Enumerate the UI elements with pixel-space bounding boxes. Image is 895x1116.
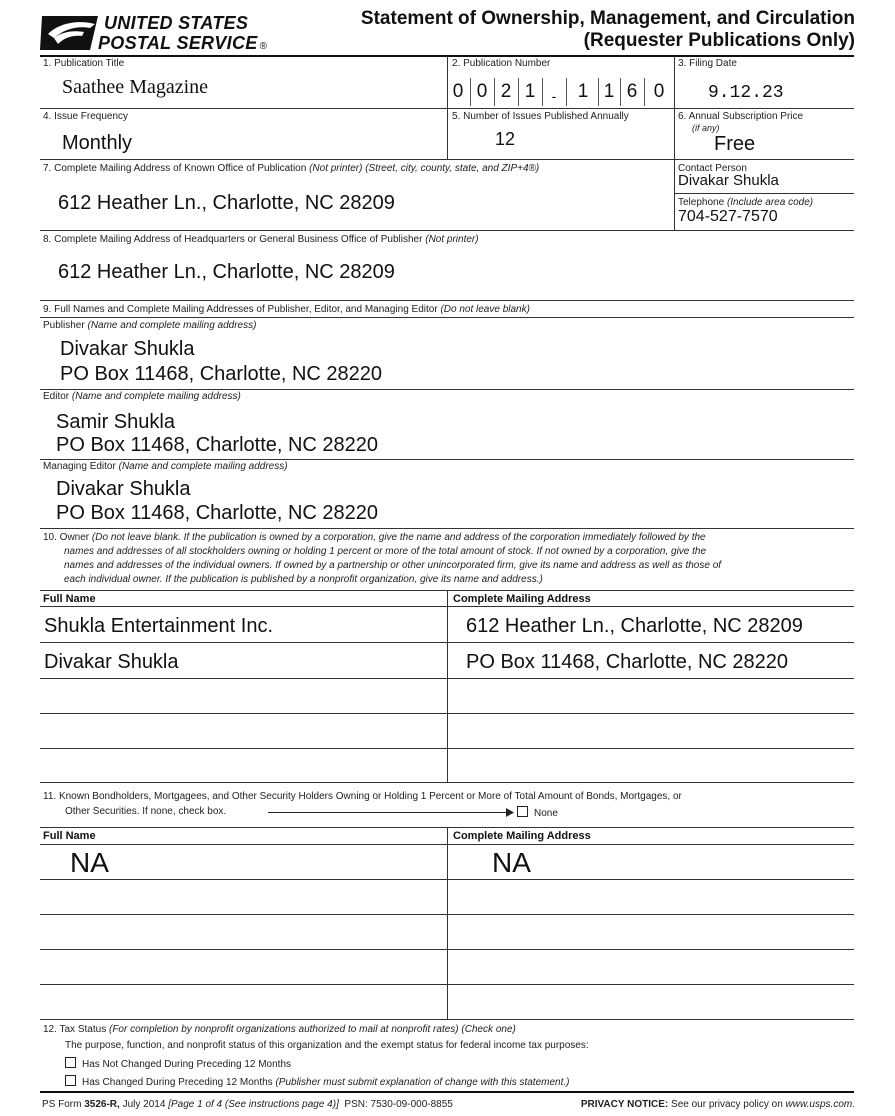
field8-label: 8. Complete Mailing Address of Headquarters or General Business Office of Publisher (Not printer) [43,234,479,245]
tax-option-not-changed[interactable]: Has Not Changed During Preceding 12 Months [65,1057,291,1071]
logo-line2: POSTAL SERVICE [98,33,258,53]
tax-status-label: 12. Tax Status (For completion by nonprofit organizations authorized to mail at nonprofit rates) (Check one) [43,1024,516,1035]
pub-digit: 1 [524,81,536,102]
bondholders-line1: 11. Known Bondholders, Mortgagees, and Other Security Holders Owning or Holding 1 Percent or More of Total Amount of Bonds, Mortgages, or [43,791,682,802]
usps-logo [40,14,280,54]
field7-label: 7. Complete Mailing Address of Known Office of Publication (Not printer) (Street, city, county, state, and ZIP+4®) [43,163,540,174]
registered-mark: ® [259,41,267,52]
contact-label: Contact Person [678,163,747,174]
telephone: 704-527-7570 [678,208,778,225]
field4-label: 4. Issue Frequency [43,111,129,122]
field1-label: 1. Publication Title [43,58,125,69]
form-footer: PS Form 3526-R, July 2014 [Page 1 of 4 (See instructions page 4)] PSN: 7530-09-000-8855 [42,1099,453,1110]
pub-digit: 6 [626,81,638,102]
field3-label: 3. Filing Date [678,58,737,69]
bond-col-name: Full Name [43,830,96,842]
editor-label: Editor (Name and complete mailing address) [43,391,241,402]
arrow-line [268,812,508,813]
owner-col-address: Complete Mailing Address [453,593,591,605]
pub-digit: 0 [476,81,488,102]
issue-frequency: Monthly [62,132,133,154]
bond-col-address: Complete Mailing Address [453,830,591,842]
field6-sub: (if any) [692,123,720,133]
subscription-price: Free [714,133,756,155]
pub-digit: 0 [653,81,665,102]
pub-digit: 0 [452,81,464,102]
title-line2: (Requester Publications Only) [583,30,855,51]
publisher-name: Divakar Shukla [60,338,195,360]
contact-person: Divakar Shukla [678,172,779,189]
privacy-notice: PRIVACY NOTICE: See our privacy policy on www.usps.com. [580,1099,855,1110]
bondholder-address: NA [492,847,531,878]
title-line1: Statement of Ownership, Management, and Circulation [360,8,855,29]
editor-name: Samir Shukla [56,411,175,433]
field5-label: 5. Number of Issues Published Annually [452,111,629,122]
checkbox-icon[interactable] [517,806,528,817]
owner-instructions: 10. Owner (Do not leave blank. If the publication is owned by a corporation, give the name and address of the corporation immediately followed by the names and addresses of all stockholders owning or holding 1 percent or more of the total amount of stock. If not owned by a corporation, give the names and addresses of the individual owners. If owned by a partnership or other unincorporated firm, give its name and address as well as those of each individual owner. If the publication is published by a nonprofit organization, give its name and address.) [43,532,722,585]
publication-title: Saathee Magazine [62,76,209,98]
editor-address: PO Box 11468, Charlotte, NC 28220 [56,434,379,456]
publication-office-address: 612 Heather Ln., Charlotte, NC 28209 [58,192,395,214]
filing-date: 9.12.23 [708,83,784,103]
pub-digit: 1 [603,81,615,102]
issues-per-year: 12 [495,129,516,149]
pub-digit-dash: - [551,88,557,104]
publisher-address: PO Box 11468, Charlotte, NC 28220 [60,363,383,385]
field9-label: 9. Full Names and Complete Mailing Addresses of Publisher, Editor, and Managing Editor (Do not leave blank) [43,304,530,315]
publisher-label: Publisher (Name and complete mailing address) [43,320,257,331]
field2-label: 2. Publication Number [452,58,551,69]
managing-editor-name: Divakar Shukla [56,478,191,500]
owner-row-1-address: 612 Heather Ln., Charlotte, NC 28209 [466,615,803,637]
pub-digit: 2 [500,81,512,102]
bondholder-name: NA [70,847,109,878]
tax-option-changed[interactable]: Has Changed During Preceding 12 Months (Publisher must submit explanation of change with this statement.) [65,1075,570,1089]
phone-label: Telephone (Include area code) [678,197,814,208]
none-checkbox[interactable]: None [517,806,558,820]
owner-row-2-name: Divakar Shukla [44,651,179,673]
headquarters-address: 612 Heather Ln., Charlotte, NC 28209 [58,261,395,283]
pub-digit: 1 [577,81,589,102]
owner-row-1-name: Shukla Entertainment Inc. [44,615,274,637]
field6-label: 6. Annual Subscription Price [678,111,804,122]
checkbox-icon[interactable] [65,1075,76,1086]
owner-row-2-address: PO Box 11468, Charlotte, NC 28220 [466,651,789,673]
owner-col-name: Full Name [43,593,96,605]
logo-line1: UNITED STATES [104,13,249,33]
eagle-icon [40,14,100,52]
managing-editor-address: PO Box 11468, Charlotte, NC 28220 [56,502,379,524]
bondholders-line2: Other Securities. If none, check box. [65,806,227,817]
privacy-link[interactable]: www.usps.com. [785,1099,855,1110]
managing-editor-label: Managing Editor (Name and complete mailing address) [43,461,288,472]
form-title [361,8,855,52]
checkbox-icon[interactable] [65,1057,76,1068]
arrow-right-icon [506,808,514,817]
tax-status-line2: The purpose, function, and nonprofit status of this organization and the exempt status for federal income tax purposes: [65,1040,589,1051]
